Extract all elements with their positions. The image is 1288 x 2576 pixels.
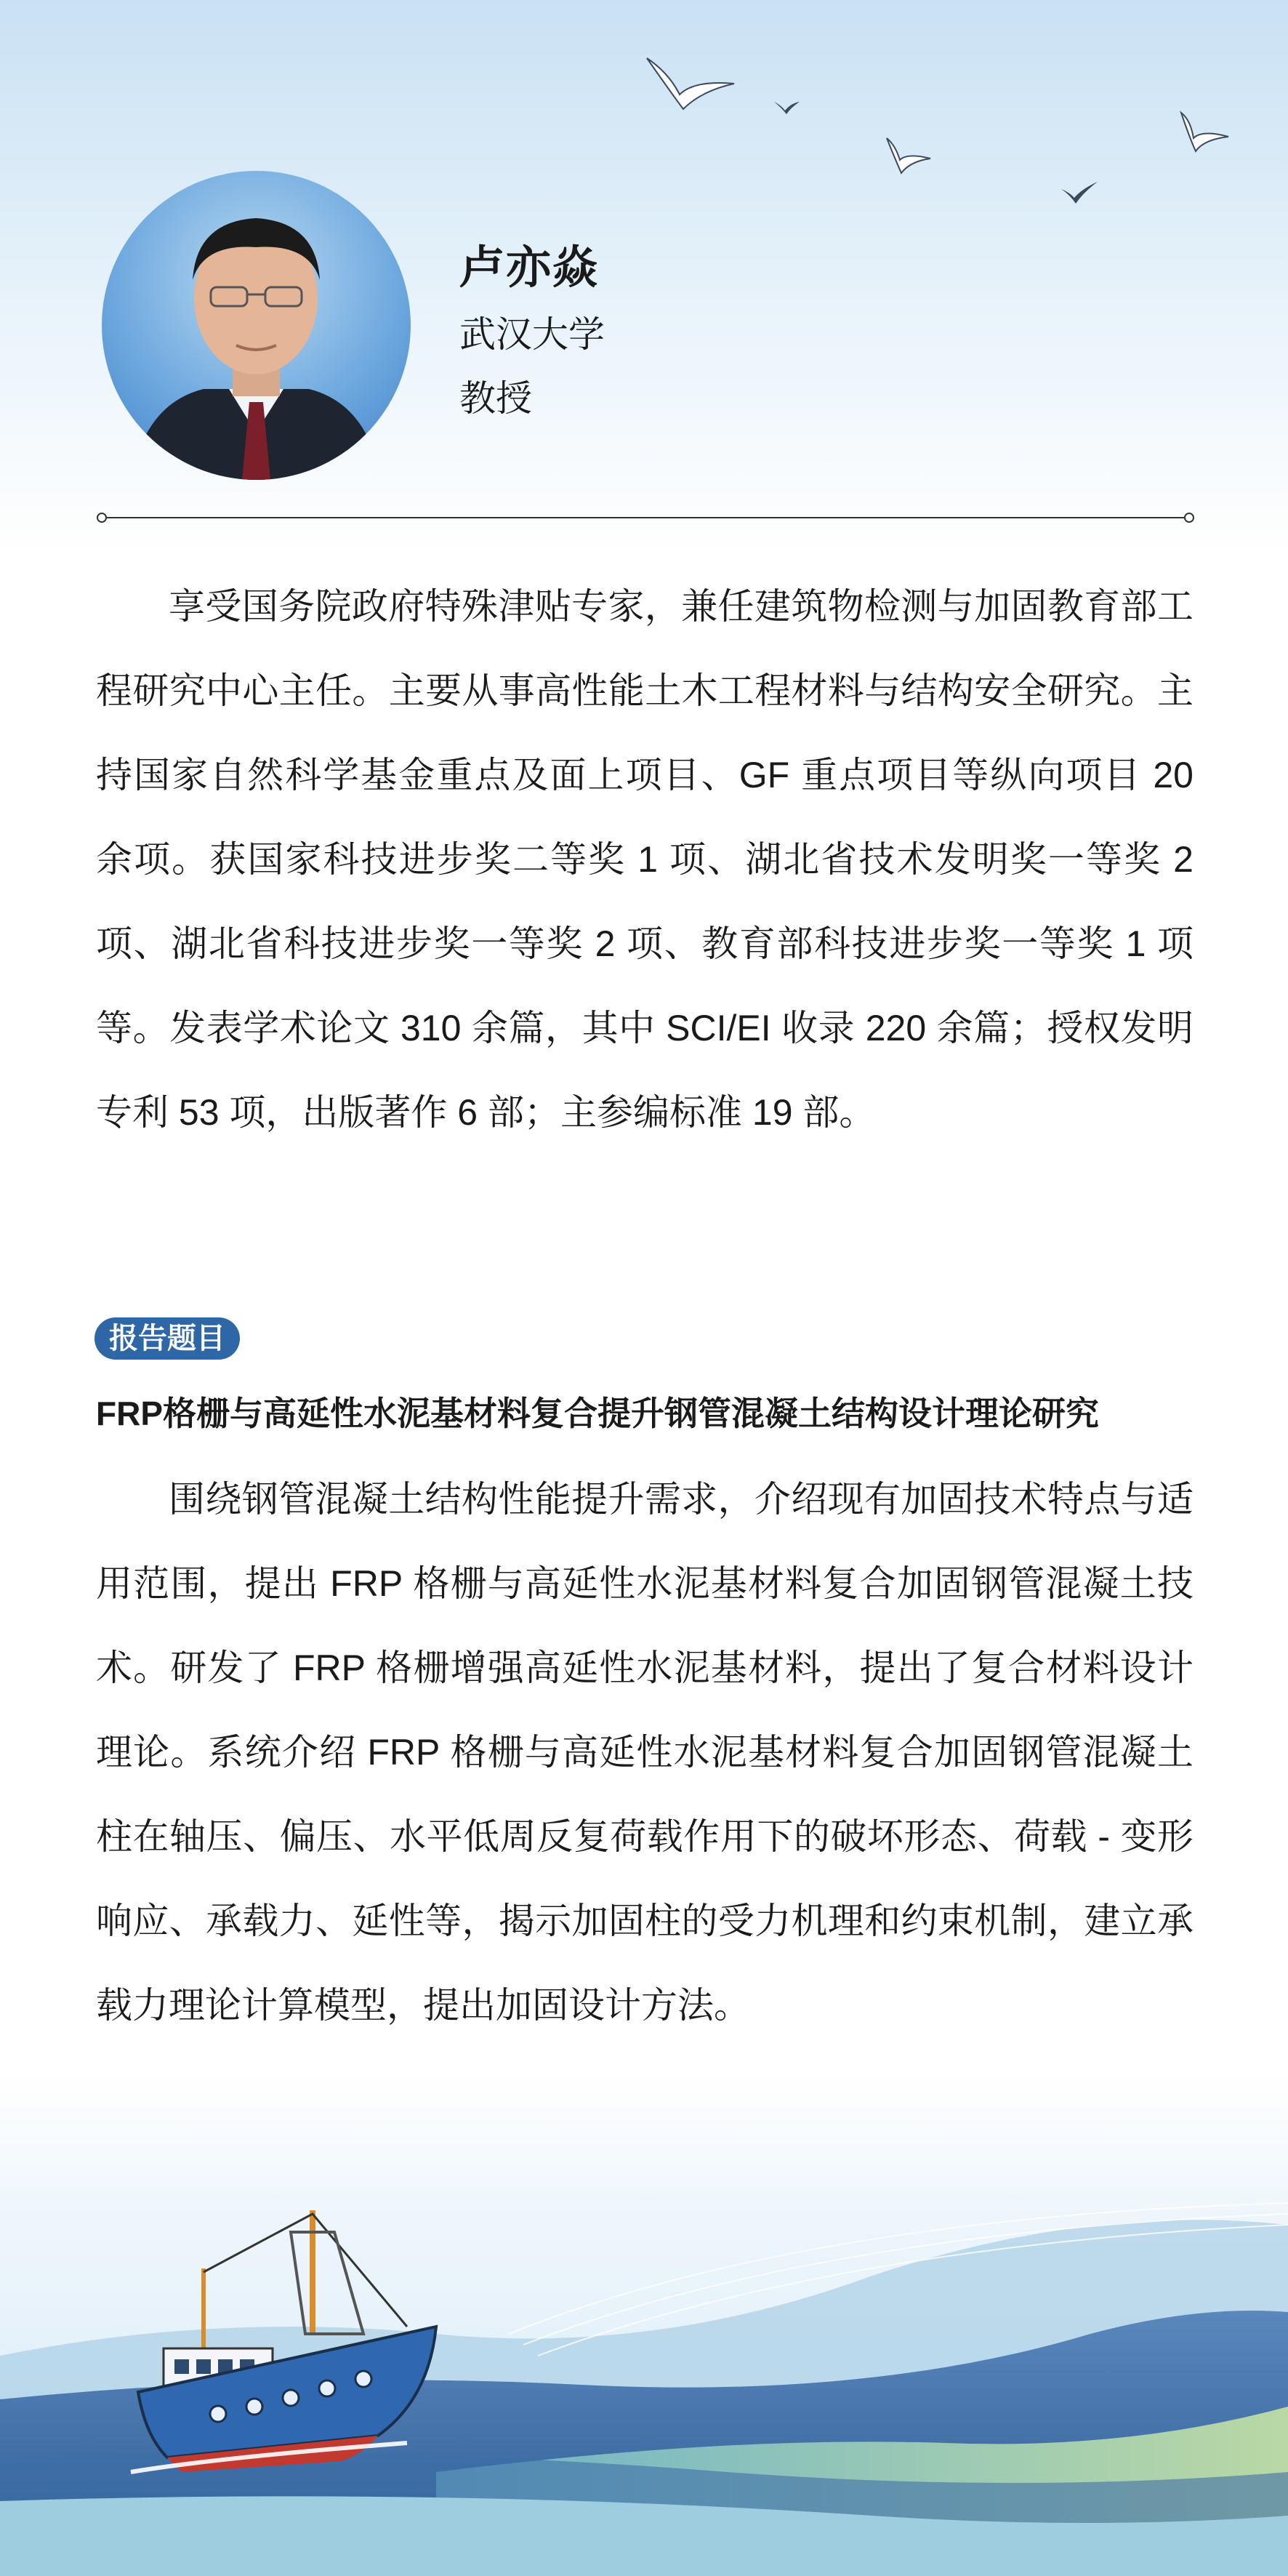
report-tag: 报告题目 <box>94 1317 240 1360</box>
report-title: FRP格栅与高延性水泥基材料复合提升钢管混凝土结构设计理论研究 <box>96 1395 1099 1432</box>
report-abstract: 围绕钢管混凝土结构性能提升需求，介绍现有加固技术特点与适用范围，提出 FRP 格栅与高延性水泥基材料复合加固钢管混凝土技术。研发了 FRP 格栅增强高延性水泥基材料，提出了复合材料设计理论。系统介绍 FRP 格栅与高延性水泥基材料复合加固钢管混凝土柱在轴压、偏压、水平低周反复荷载作用下的破坏形态、荷载 - 变形响应、承载力、延性等，揭示加固柱的受力机理和约束机制，建立承载力理论计算模型，提出加固设计方法。 <box>96 1479 1194 2026</box>
portrait-photo <box>102 171 411 480</box>
section-divider <box>96 512 1195 523</box>
speaker-portrait <box>102 171 411 480</box>
seagull-icon <box>1061 182 1098 204</box>
seagull-icon <box>1181 113 1228 151</box>
speaker-affiliation: 武汉大学 <box>459 314 605 355</box>
sea-scene <box>0 2094 1288 2576</box>
speaker-title: 教授 <box>459 378 532 419</box>
seagulls-decoration <box>625 44 1250 218</box>
seagull-icon <box>887 138 930 173</box>
seagull-icon <box>647 58 734 109</box>
speaker-bio: 享受国务院政府特殊津贴专家，兼任建筑物检测与加固教育部工程研究中心主任。主要从事高性能土木工程材料与结构安全研究。主持国家自然科学基金重点及面上项目、GF 重点项目等纵向项目 20 余项。获国家科技进步奖二等奖 1 项、湖北省技术发明奖一等奖 2 项、湖北省科技进步奖一等奖 2 项、教育部科技进步奖一等奖 1 项等。发表学术论文 310 余篇，其中 SCI/EI 收录 220 余篇；授权发明专利 53 项，出版著作 6 部；主参编标准 19 部。 <box>96 586 1194 1133</box>
speaker-name: 卢亦焱 <box>459 243 600 293</box>
seagull-icon <box>774 102 800 114</box>
